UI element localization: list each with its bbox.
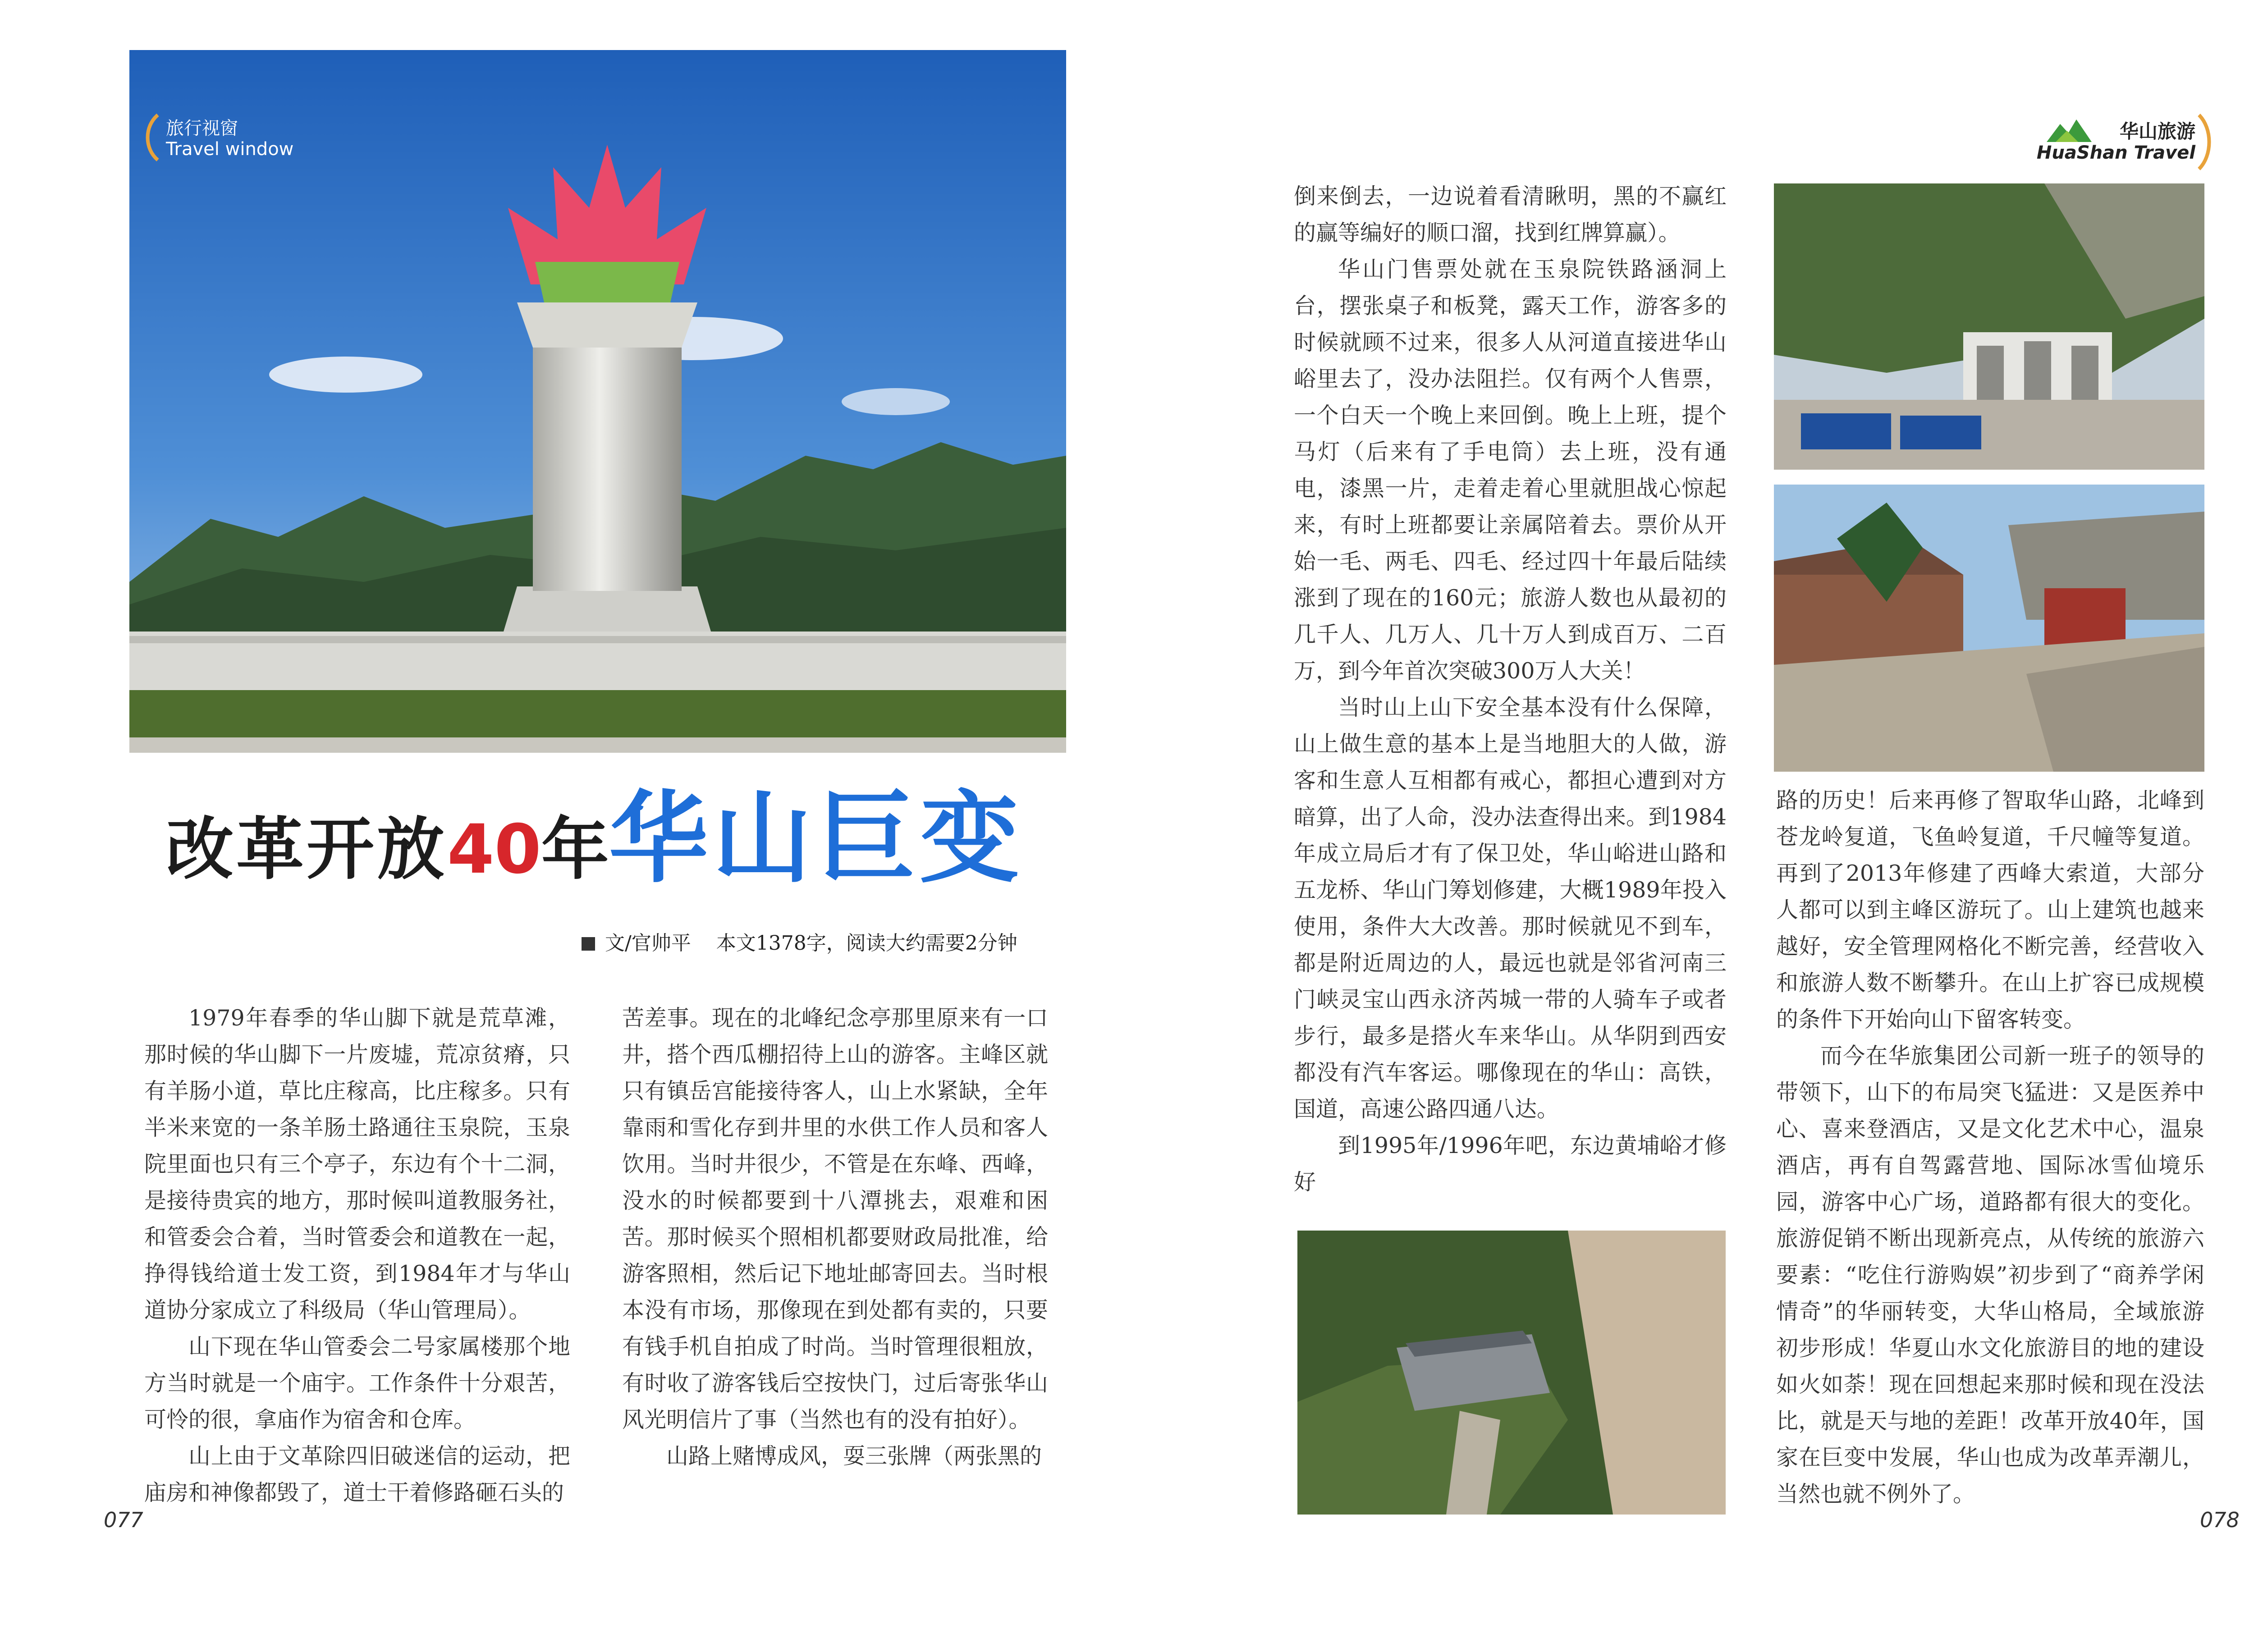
photo-temple-courtyard <box>1774 485 2204 772</box>
section-label-zh: 旅行视窗 <box>166 118 238 139</box>
section-label-en: Travel window <box>166 139 294 160</box>
text-column-4 <box>1776 782 2204 1512</box>
headline-part2: 年 <box>541 810 609 889</box>
byline-author: 文/官帅平 <box>605 932 691 955</box>
photo-gate-buses <box>1774 183 2204 470</box>
byline <box>582 927 1017 956</box>
paragraph: 路的历史！后来再修了智取华山路，北峰到苍龙岭复道，飞鱼岭复道，千尺幢等复道。再到了2013年修建了西峰大索道，大部分人都可以到主峰区游玩了。山上建筑也越来越好，安全管理网格化不断完善，经营收入和旅游人数不断攀升。在山上扩容已成规模的条件下开始向山下留客转变。 <box>1776 787 2204 1032</box>
paragraph: 1979年春季的华山脚下就是荒草滩，那时候的华山脚下一片废墟，荒凉贫瘠，只有羊肠小道，草比庄稼高，比庄稼多。只有半米来宽的一条羊肠土路通往玉泉院，玉泉院里面也只有三个亭子，东边有个十二洞，是接待贵宾的地方，那时候叫道教服务社，和管委会合着，当时管委会和道教在一起，挣得钱给道士发工资，到1984年才与华山道协分家成立了科级局（华山管理局）。 <box>144 1005 570 1323</box>
article-headline <box>166 781 1024 896</box>
text-column-2 <box>622 1000 1048 1474</box>
paragraph: 华山门售票处就在玉泉院铁路涵洞上台，摆张桌子和板凳，露天工作，游客多的时候就顾不过来，很多人从河道直接进华山峪里去了，没办法阻拦。仅有两个人售票，一个白天一个晚上来回倒。晚上上班，提个马灯（后来有了手电筒）去上班，没有通电，漆黑一片，走着走着心里就胆战心惊起来，有时上班都要让亲属陪着去。票价从开始一毛、两毛、四毛、经过四十年最后陆续涨到了现在的160元；旅游人数也从最初的几千人、几万人、几十万人到成百万、二百万，到今年首次突破300万人大关！ <box>1294 256 1727 684</box>
headline-number: 40 <box>447 810 541 889</box>
section-label <box>166 118 293 160</box>
photo-gorge-buildings <box>1297 1231 1726 1515</box>
paragraph: 山上由于文革除四旧破迷信的运动，把庙房和神像都毁了，道士干着修路砸石头的 <box>144 1443 570 1506</box>
logo-en: HuaShan Travel <box>2036 142 2195 163</box>
section-label-arc-icon <box>140 113 162 162</box>
page-number-right: 078 <box>2200 1508 2240 1532</box>
huashan-travel-logo <box>2029 121 2195 163</box>
page-number-left: 077 <box>104 1508 143 1532</box>
headline-part3: 华山巨变 <box>609 781 1024 896</box>
paragraph: 当时山上山下安全基本没有什么保障，山上做生意的基本上是当地胆大的人做，游客和生意人互相都有戒心，都担心遭到对方暗算，出了人命，没办法查得出来。到1984年成立局后才有了保卫处，华山峪进山路和五龙桥、华山门筹划修建，大概1989年投入使用，条件大大改善。那时候就见不到车，都是附近周边的人，最远也就是邻省河南三门峡灵宝山西永济芮城一带的人骑车子或者步行，最多是搭火车来华山。从华阴到西安都没有汽车客运。哪像现在的华山：高铁，国道，高速公路四通八达。 <box>1294 695 1727 1122</box>
bullet-square-icon <box>582 937 595 951</box>
paragraph: 苦差事。现在的北峰纪念亭那里原来有一口井，搭个西瓜棚招待上山的游客。主峰区就只有镇岳宫能接待客人，山上水紧缺，全年靠雨和雪化存到井里的水供工作人员和客人饮用。当时井很少，不管是在东峰、西峰，没水的时候都要到十八潭挑去，艰难和困苦。那时候买个照相机都要财政局批准，给游客照相，然后记下地址邮寄回去。当时根本没有市场，那像现在到处都有卖的，只要有钱手机自拍成了时尚。当时管理很粗放，有时收了游客钱后空按快门，过后寄张华山风光明信片了事（当然也有的没有拍好）。 <box>622 1005 1048 1432</box>
paragraph: 山路上赌博成风，耍三张牌（两张黑的 <box>666 1443 1042 1469</box>
text-column-1 <box>144 1000 570 1511</box>
logo-arc-icon <box>2194 113 2217 171</box>
text-column-3 <box>1294 178 1727 1200</box>
byline-meta: 本文1378字，阅读大约需要2分钟 <box>716 932 1017 955</box>
paragraph: 山下现在华山管委会二号家属楼那个地方当时就是一个庙宇。工作条件十分艰苦，可怜的很，拿庙作为宿舍和仓库。 <box>144 1334 570 1432</box>
paragraph: 倒来倒去，一边说着看清瞅明，黑的不赢红的赢等编好的顺口溜，找到红牌算赢）。 <box>1294 183 1727 246</box>
logo-zh: 华山旅游 <box>2119 120 2195 142</box>
paragraph: 而今在华旅集团公司新一班子的领导的带领下，山下的布局突飞猛进：又是医养中心、喜来登酒店，又是文化艺术中心，温泉酒店，再有自驾露营地、国际冰雪仙境乐园，游客中心广场，道路都有很大的变化。旅游促销不断出现新亮点，从传统的旅游六要素：“吃住行游购娱”初步到了“商养学闲情奇”的华丽转变，大华山格局，全域旅游初步形成！华夏山水文化旅游目的地的建设如火如荼！现在回想起来那时候和现在没法比，就是天与地的差距！改革开放40年，国家在巨变中发展，华山也成为改革弄潮儿，当然也就不例外了。 <box>1776 1043 2204 1507</box>
paragraph: 到1995年/1996年吧，东边黄埔峪才修好 <box>1294 1133 1727 1195</box>
headline-part1: 改革开放 <box>166 810 448 889</box>
